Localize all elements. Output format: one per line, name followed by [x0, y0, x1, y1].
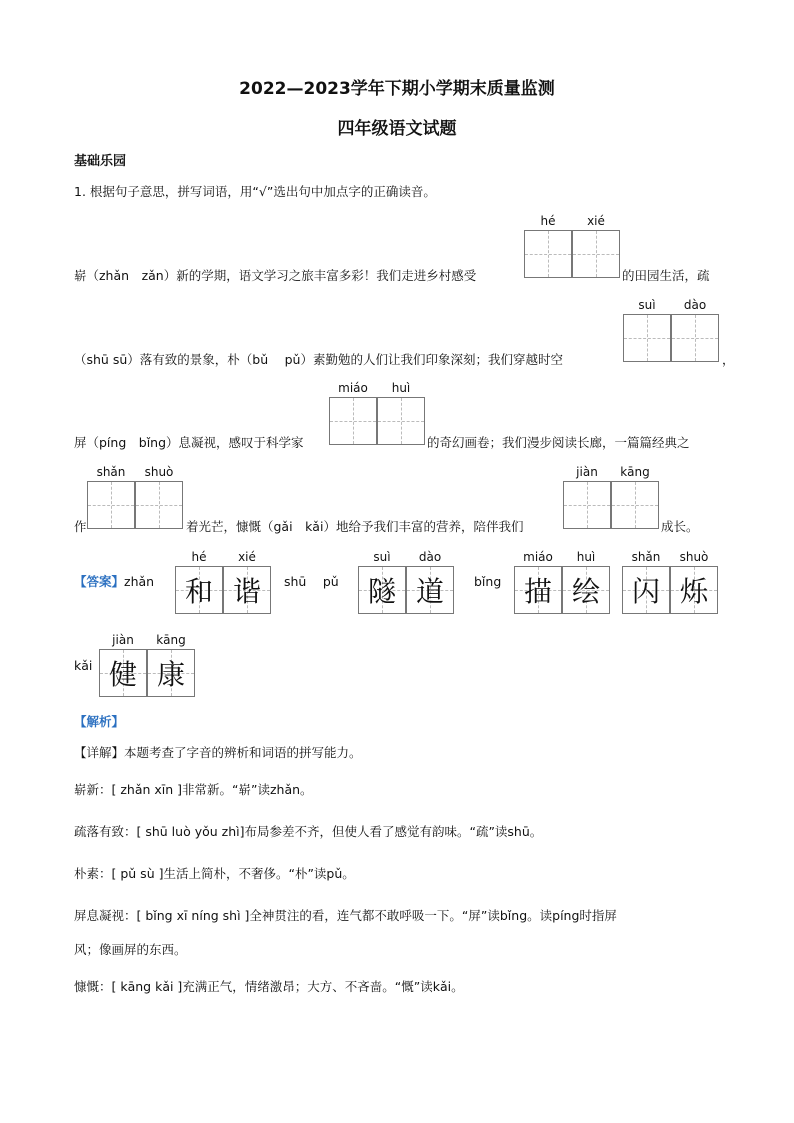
answer-pinyin: dào — [418, 550, 442, 564]
answer-char: 烁 — [679, 575, 708, 608]
pinyin-kang: kāng — [620, 465, 650, 479]
answer-pinyin: miáo — [523, 550, 553, 564]
question-text-line: 屏（píng bǐng）息凝视，感叹于科学家 — [74, 435, 304, 450]
analysis-line: 屏息凝视：[ bǐng xī níng shì ]全神贯注的看，连气都不敢呼吸一下。“屏”读bǐng。读píng时指屏 — [74, 908, 617, 923]
answer-char: 谐 — [232, 575, 261, 608]
answer-char: 道 — [415, 575, 444, 608]
answer-box — [514, 566, 562, 614]
answer-box — [175, 566, 223, 614]
answer-char: 健 — [108, 658, 137, 691]
writing-box[interactable] — [671, 314, 719, 362]
analysis-line: 【详解】本题考查了字音的辨析和词语的拼写能力。 — [74, 745, 362, 760]
answer-box — [622, 566, 670, 614]
pinyin-sui: suì — [638, 298, 656, 312]
pinyin-xie: xié — [587, 214, 605, 228]
question-text-line: 成长。 — [661, 519, 699, 534]
answer-box — [223, 566, 271, 614]
question-text-line: 作 — [74, 519, 87, 534]
exam-subtitle: 四年级语文试题 — [337, 119, 457, 139]
pinyin-jian: jiàn — [576, 465, 598, 479]
question-text-line: （shū sū）落有致的景象，朴（bǔ pǔ）素勤勉的人们让我们印象深刻；我们穿越时空 — [74, 352, 563, 367]
answer-box — [670, 566, 718, 614]
answer-box — [147, 649, 195, 697]
answer-box — [99, 649, 147, 697]
answer-tag: 【答案】 — [74, 574, 125, 589]
writing-box[interactable] — [572, 230, 620, 278]
question-text-line: 的奇幻画卷；我们漫步阅读长廊，一篇篇经典之 — [427, 435, 690, 450]
answer-pinyin: shǎn — [631, 550, 661, 564]
answer-reading: shū pǔ — [284, 574, 339, 589]
pinyin-dao: dào — [683, 298, 707, 312]
writing-box[interactable] — [135, 481, 183, 529]
answer-reading: kǎi — [74, 658, 93, 673]
pinyin-shuo: shuò — [144, 465, 174, 479]
question-text-line: ， — [722, 352, 735, 367]
answer-pinyin: xié — [238, 550, 256, 564]
writing-box[interactable] — [87, 481, 135, 529]
writing-box[interactable] — [377, 397, 425, 445]
pinyin-shan: shǎn — [96, 465, 126, 479]
writing-box[interactable] — [329, 397, 377, 445]
answer-char: 隧 — [367, 575, 396, 608]
answer-box — [406, 566, 454, 614]
answer-char: 绘 — [571, 575, 600, 608]
answer-pinyin: jiàn — [112, 633, 134, 647]
analysis-label: 【解析】 — [74, 714, 125, 729]
analysis-line: 疏落有致：[ shū luò yǒu zhì]布局参差不齐，但使人看了感觉有韵味。“疏”读shū。 — [74, 824, 543, 839]
answer-pinyin: suì — [373, 550, 391, 564]
answer-pinyin: kāng — [156, 633, 186, 647]
analysis-line: 慷慨：[ kāng kǎi ]充满正气，情绪激昂；大方、不吝啬。“慨”读kǎi。 — [74, 979, 464, 994]
answer-label — [74, 574, 154, 590]
writing-box[interactable] — [524, 230, 572, 278]
question-prompt: 1. 根据句子意思，拼写词语，用“√”选出句中加点字的正确读音。 — [74, 184, 436, 199]
answer-char: 和 — [184, 575, 213, 608]
answer-box — [358, 566, 406, 614]
analysis-line: 风；像画屏的东西。 — [74, 942, 187, 957]
exam-title: 2022—2023学年下期小学期末质量监测 — [239, 79, 555, 99]
answer-box — [562, 566, 610, 614]
answer-reading: bǐng — [474, 574, 502, 589]
answer-char: 描 — [523, 575, 552, 608]
pinyin-he: hé — [540, 214, 556, 228]
pinyin-hui: huì — [391, 381, 411, 395]
writing-box[interactable] — [563, 481, 611, 529]
answer-pinyin: huì — [576, 550, 596, 564]
answer-reading: zhǎn — [124, 574, 155, 589]
analysis-line: 朴素：[ pǔ sù ]生活上简朴，不奢侈。“朴”读pǔ。 — [74, 866, 355, 881]
answer-char: 康 — [156, 658, 185, 691]
question-text-line: 的田园生活，疏 — [622, 268, 710, 283]
answer-pinyin: hé — [191, 550, 207, 564]
writing-box[interactable] — [611, 481, 659, 529]
writing-box[interactable] — [623, 314, 671, 362]
answer-char: 闪 — [631, 575, 660, 608]
pinyin-miao: miáo — [338, 381, 368, 395]
section-heading: 基础乐园 — [74, 154, 127, 169]
question-text-line: 崭（zhǎn zǎn）新的学期，语文学习之旅丰富多彩！我们走进乡村感受 — [74, 268, 477, 283]
analysis-line: 崭新：[ zhǎn xīn ]非常新。“崭”读zhǎn。 — [74, 782, 313, 797]
answer-pinyin: shuò — [679, 550, 709, 564]
question-text-line: 着光芒，慷慨（gǎi kǎi）地给予我们丰富的营养，陪伴我们 — [186, 519, 524, 534]
